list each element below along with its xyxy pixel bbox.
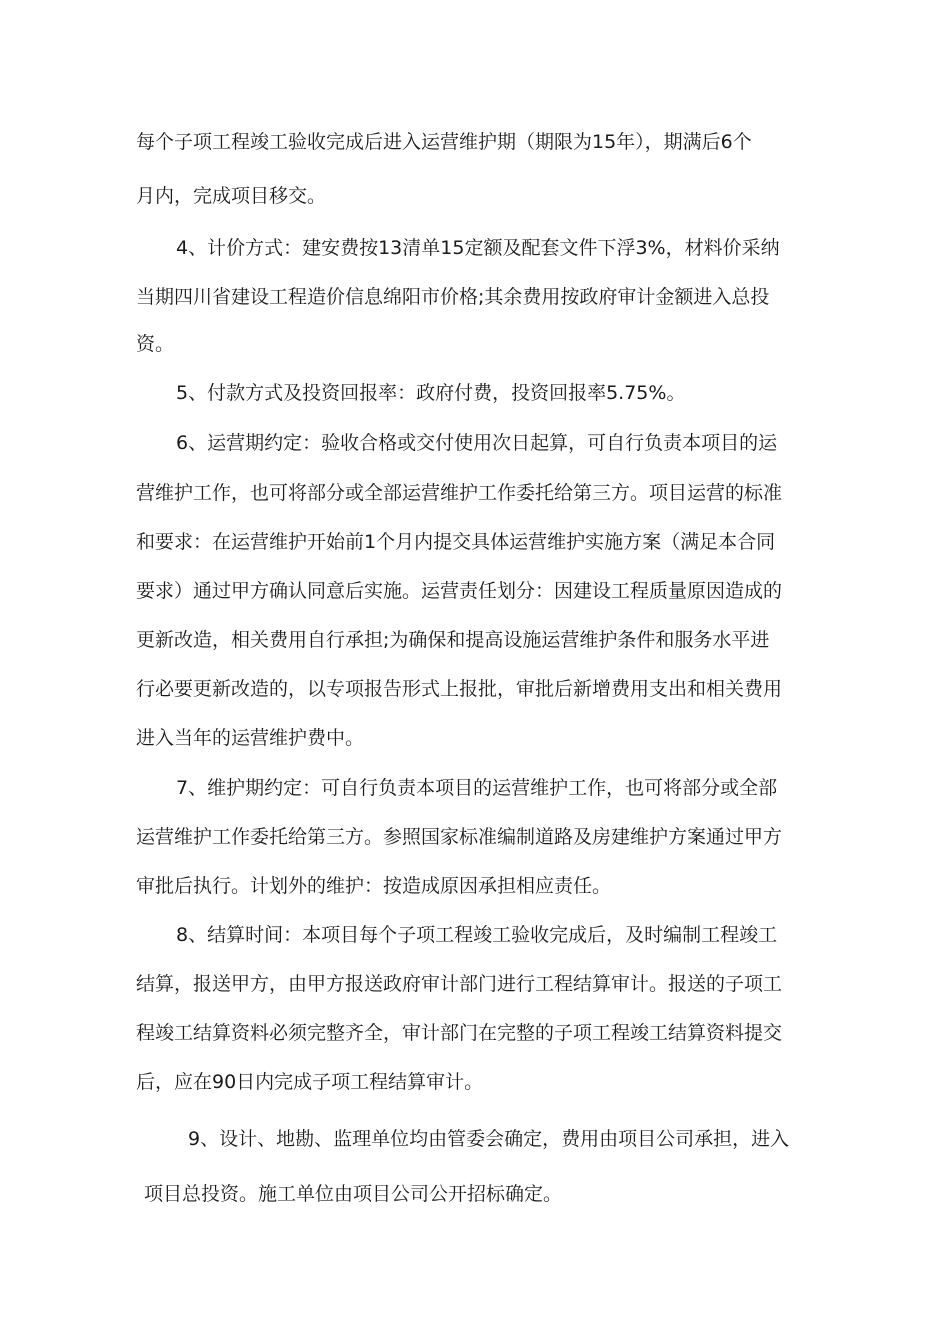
- item-8-line-2: 结算，报送甲方，由甲方报送政府审计部门进行工程结算审计。报送的子项工: [136, 973, 783, 995]
- item-7-line-2: 运营维护工作委托给第三方。参照国家标准编制道路及房建维护方案通过甲方: [136, 826, 783, 848]
- item-7-line-1: 7、维护期约定：可自行负责本项目的运营维护工作，也可将部分或全部: [176, 777, 778, 799]
- intro-line-1: 每个子项工程竣工验收完成后进入运营维护期（期限为15年），期满后6个: [136, 131, 752, 153]
- item-8-line-4: 后，应在90日内完成子项工程结算审计。: [136, 1071, 484, 1093]
- item-9-line-2: 项目总投资。施工单位由项目公司公开招标确定。: [144, 1183, 563, 1205]
- item-4-line-2: 当期四川省建设工程造价信息绵阳市价格;其余费用按政府审计金额进入总投: [136, 286, 770, 308]
- item-6-line-2: 营维护工作，也可将部分或全部运营维护工作委托给第三方。项目运营的标准: [136, 482, 783, 504]
- item-4-line-1: 4、计价方式：建安费按13清单15定额及配套文件下浮3%，材料价采纳: [176, 237, 780, 259]
- item-6-line-6: 行必要更新改造的，以专项报告形式上报批，审批后新增费用支出和相关费用: [136, 678, 783, 700]
- item-6-line-4: 要求）通过甲方确认同意后实施。运营责任划分：因建设工程质量原因造成的: [136, 580, 783, 602]
- item-6-line-1: 6、运营期约定：验收合格或交付使用次日起算，可自行负责本项目的运: [176, 432, 778, 454]
- item-6-line-5: 更新改造，相关费用自行承担;为确保和提高设施运营维护条件和服务水平进: [136, 629, 770, 651]
- item-9-line-1: 9、设计、地勘、监理单位均由管委会确定，费用由项目公司承担，进入: [188, 1128, 790, 1150]
- item-8-line-3: 程竣工结算资料必须完整齐全，审计部门在完整的子项工程竣工结算资料提交: [136, 1022, 783, 1044]
- item-4-line-3: 资。: [136, 333, 175, 355]
- intro-line-2: 月内，完成项目移交。: [136, 185, 327, 207]
- item-6-line-3: 和要求：在运营维护开始前1个月内提交具体运营维护实施方案（满足本合同: [136, 531, 776, 553]
- item-7-line-3: 审批后执行。计划外的维护：按造成原因承担相应责任。: [136, 875, 612, 897]
- item-8-line-1: 8、结算时间：本项目每个子项工程竣工验收完成后，及时编制工程竣工: [176, 924, 778, 946]
- item-6-line-7: 进入当年的运营维护费中。: [136, 727, 365, 749]
- item-5-line-1: 5、付款方式及投资回报率：政府付费，投资回报率5.75%。: [176, 382, 686, 404]
